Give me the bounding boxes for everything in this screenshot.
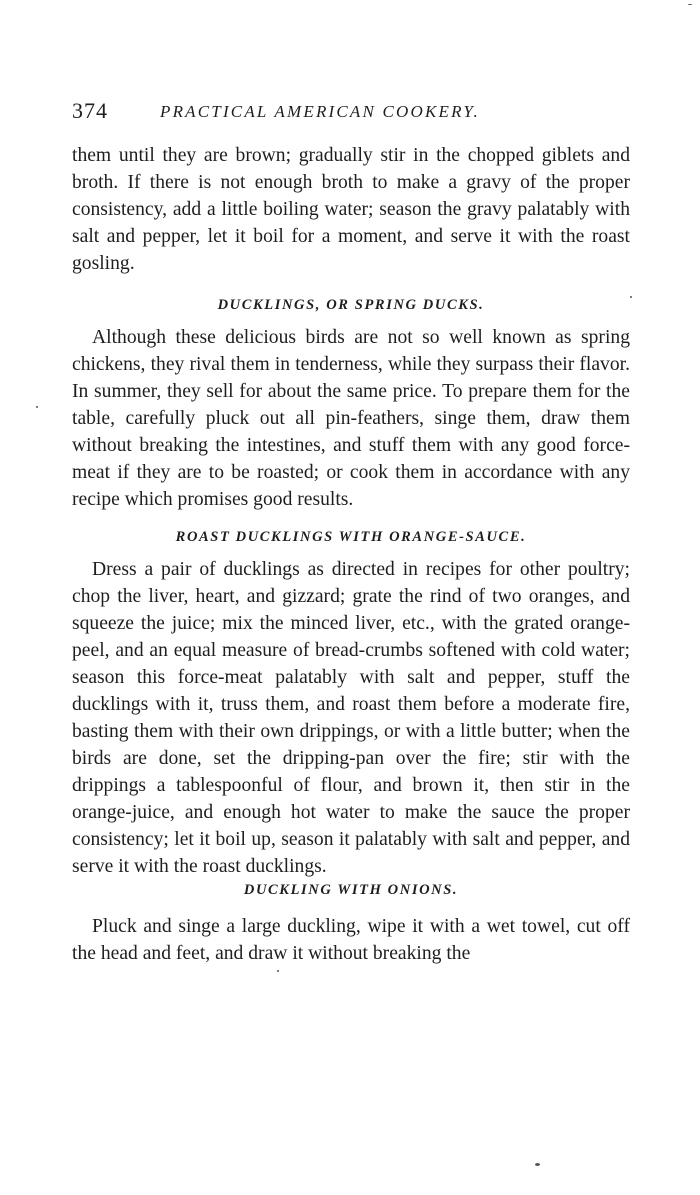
- paper-speck: [277, 970, 279, 972]
- section-heading-ducklings: DUCKLINGS, OR SPRING DUCKS.: [217, 297, 485, 313]
- paper-speck: [535, 1163, 540, 1166]
- paragraph-roast-ducklings: Dress a pair of ducklings as directed in recipes for other poultry; chop the liver, heart, and gizzard; grate the rind of two oranges, and squeeze the juice; mix the minced liver, etc., with the grated orange-peel, and an equal measure of bread-crumbs softened with cold water; season this force-meat palatably with salt and pepper, stuff the ducklings with it, truss them, and roast them before a moderate fire, basting them with their own drippings, or with a little butter; when the birds are done, set the dripping-pan over the fire; stir with the drippings a tablespoonful of flour, and brown it, then stir in the orange-juice, and enough hot water to make the sauce the proper consistency; let it boil up, season it palatably with salt and pepper, and serve it with the roast ducklings.: [72, 559, 630, 877]
- running-title: PRACTICAL AMERICAN COOKERY.: [160, 102, 480, 121]
- section-heading-roast-ducklings: ROAST DUCKLINGS WITH ORANGE-SAUCE.: [175, 529, 527, 545]
- paragraph-duckling-onions: Pluck and singe a large duckling, wipe it with a wet towel, cut off the head and feet, and draw it without breaking the: [72, 916, 630, 964]
- paragraph-ducklings: Although these delicious birds are not so well known as spring chickens, they rival them in tenderness, while they surpass their flavor. In summer, they sell for about the same price. To prepare them for the table, carefully pluck out all pin-feathers, singe them, draw them without breaking the intestines, and stuff them with any good force-meat if they are to be roasted; or cook them in accordance with any recipe which promises good results.: [72, 327, 630, 510]
- page-number: 374: [72, 98, 108, 123]
- running-head: [72, 98, 630, 132]
- paragraph-continued: them until they are brown; gradually stir in the chopped giblets and broth. If there is not enough broth to make a gravy of the proper consistency, add a little boiling water; season the gravy palatably with salt and pepper, let it boil for a moment, and serve it with the roast gosling.: [72, 145, 630, 274]
- book-page: [72, 98, 630, 967]
- section-heading-duckling-onions: DUCKLING WITH ONIONS.: [243, 882, 459, 898]
- paper-speck: [688, 4, 692, 5]
- paper-speck: [36, 406, 38, 408]
- paper-speck: [630, 296, 632, 298]
